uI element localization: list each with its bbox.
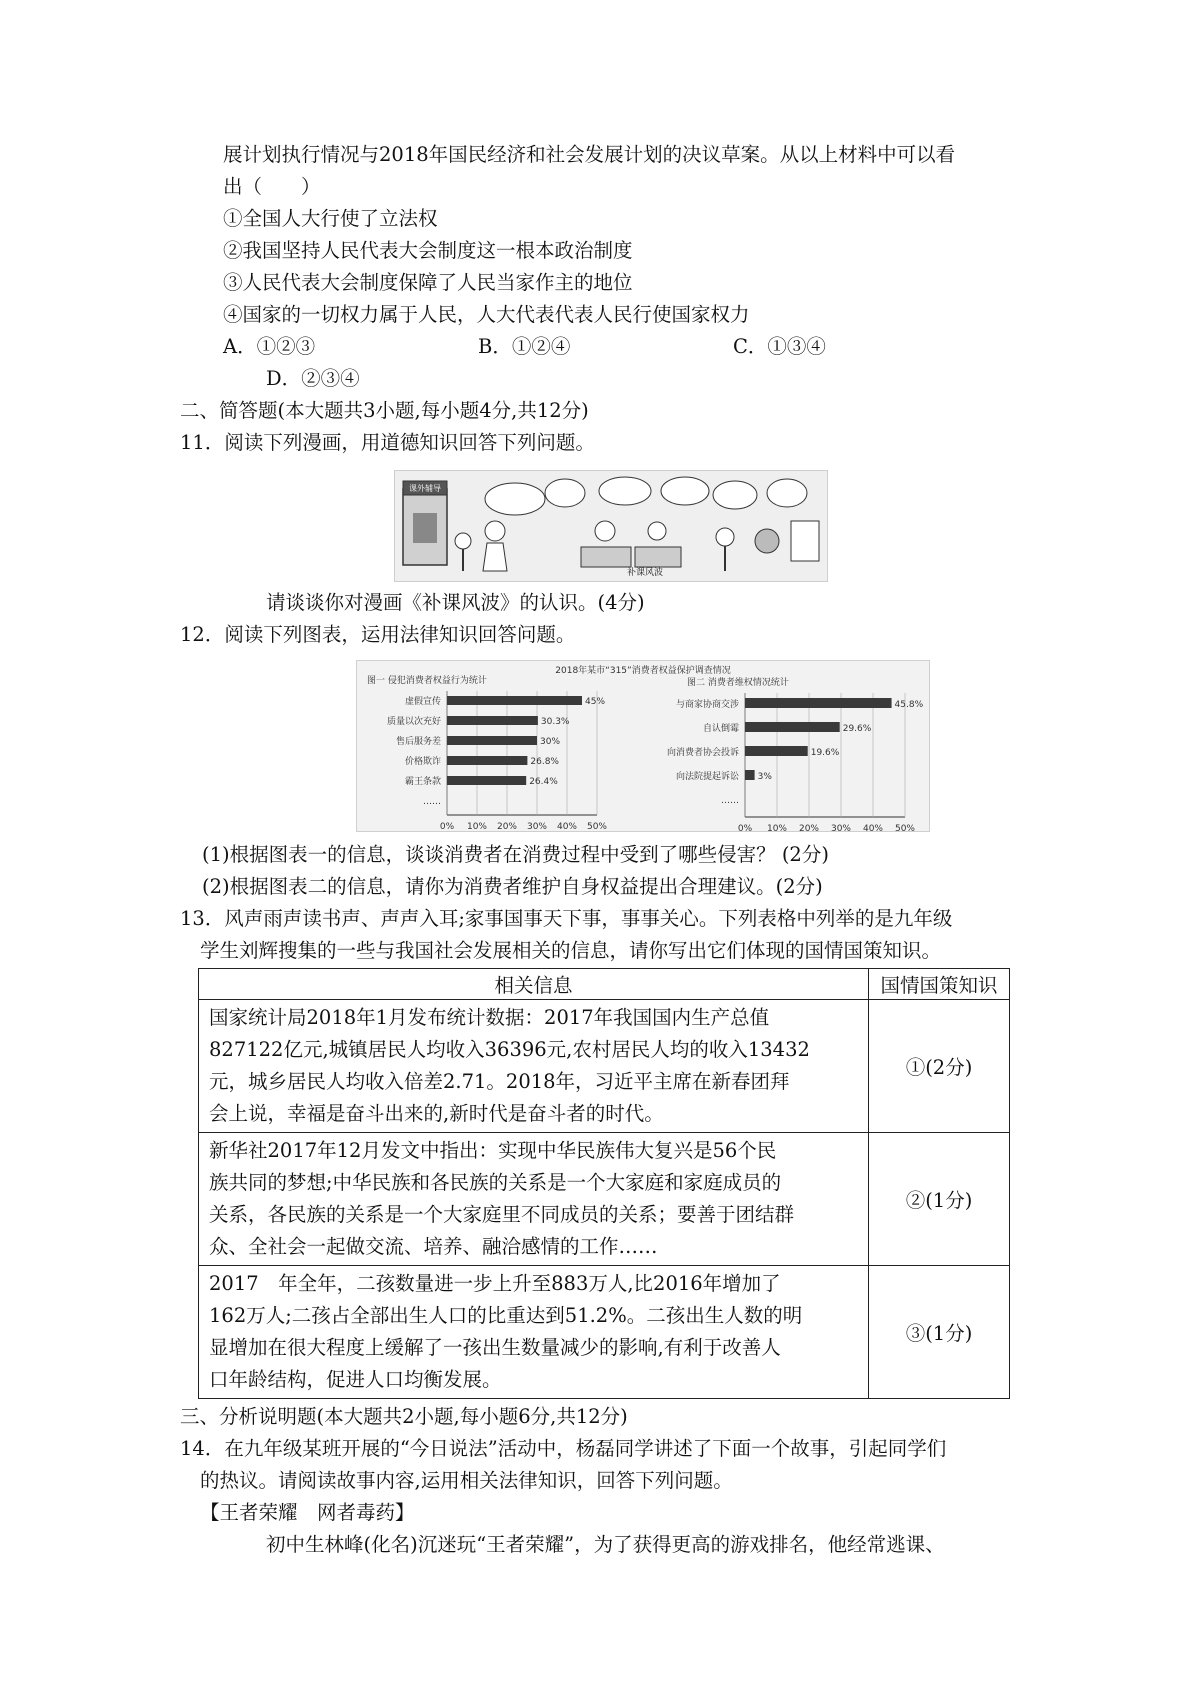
chart-2-tick-label: 50% [894, 824, 916, 831]
chart-1-category-label: 霸王条款 [404, 777, 441, 787]
row3-line1: 2017 年全年，二孩数量进一步上升至883万人,比2016年增加了 [209, 1272, 781, 1295]
q10-option-b: B．①②④ [478, 335, 571, 358]
chart-2-bar [745, 770, 755, 780]
q11-stem: 11．阅读下列漫画，用道德知识回答下列问题。 [180, 431, 595, 454]
row1-line3: 元，城乡居民人均收入倍差2.71。2018年，习近平主席在新春团拜 [209, 1070, 790, 1093]
q10-stem-line1: 展计划执行情况与2018年国民经济和社会发展计划的决议草案。从以上材料中可以看 [223, 143, 956, 166]
q10-item-3: ③人民代表大会制度保障了人民当家作主的地位 [223, 271, 633, 294]
chart-1-bar [447, 736, 537, 745]
chart-2-value-label: 19.6% [810, 748, 840, 758]
chart-suptitle: 2018年某市“315”消费者权益保护调查情况 [555, 666, 731, 676]
chart-1-value-label: 30% [540, 737, 561, 747]
chart-1-category-label: 质量以次充好 [386, 717, 441, 727]
q10-item-1: ①全国人大行使了立法权 [223, 207, 438, 230]
q13-row2-score: ②(1分) [869, 1133, 1010, 1266]
q14-stem-line2: 的热议。请阅读故事内容,运用相关法律知识，回答下列问题。 [200, 1469, 733, 1492]
chart-1-title: 图一 侵犯消费者权益行为统计 [367, 676, 487, 686]
q13-table [198, 968, 1010, 1399]
chart-2-value-label: 45.8% [894, 700, 924, 710]
chart-2-tick-label: 20% [798, 824, 820, 831]
chart-2-value-label: 3% [757, 772, 772, 782]
q13-row1-text [199, 1000, 869, 1133]
chart-2-bar [745, 746, 808, 756]
q14-story-title: 【王者荣耀 网者毒药】 [200, 1501, 415, 1524]
q13-row2-text [199, 1133, 869, 1266]
row1-line1: 国家统计局2018年1月发布统计数据：2017年我国国内生产总值 [209, 1006, 770, 1029]
chart-1-category-label: 价格欺诈 [404, 757, 441, 767]
chart-1-tick-label: 0% [439, 822, 455, 831]
q14-stem-line1: 14．在九年级某班开展的“今日说法”活动中，杨磊同学讲述了下面一个故事，引起同学们 [180, 1437, 947, 1460]
chart-1-category-label: 虚假宣传 [404, 697, 441, 707]
chart-2-bar [745, 722, 840, 732]
table-row [199, 1266, 1010, 1399]
row3-line4: 口年龄结构，促进人口均衡发展。 [209, 1368, 502, 1391]
row2-line1: 新华社2017年12月发文中指出：实现中华民族伟大复兴是56个民 [209, 1139, 777, 1162]
q13-header-info: 相关信息 [199, 969, 869, 1000]
chart-2-category-label: 向法院提起诉讼 [675, 772, 739, 782]
chart-2-tick-label: 10% [766, 824, 788, 831]
chart-1-bar [447, 756, 527, 765]
chart-1-category-label: …… [423, 797, 441, 807]
chart-1-bar [447, 696, 582, 705]
chart-2-category-label: 与商家协商交涉 [675, 700, 739, 710]
chart-1-tick-label: 40% [556, 822, 578, 831]
row3-line2: 162万人;二孩占全部出生人口的比重达到51.2%。二孩出生人数的明 [209, 1304, 803, 1327]
chart-2-tick-label: 40% [862, 824, 884, 831]
chart-2-category-label: 自认倒霉 [702, 724, 739, 734]
chart-1-value-label: 45% [585, 697, 606, 707]
q13-stem-line2: 学生刘辉搜集的一些与我国社会发展相关的信息，请你写出它们体现的国情国策知识。 [200, 939, 942, 962]
q12-sub1: (1)根据图表一的信息，谈谈消费者在消费过程中受到了哪些侵害？ (2分) [202, 843, 829, 866]
section3-title: 三、分析说明题(本大题共2小题,每小题6分,共12分) [180, 1405, 628, 1428]
chart-2-tick-label: 30% [830, 824, 852, 831]
q10-option-a: A．①②③ [223, 335, 316, 358]
section2-title: 二、简答题(本大题共3小题,每小题4分,共12分) [180, 399, 589, 422]
q13-header-knowledge: 国情国策知识 [869, 969, 1010, 1000]
q10-stem-line2: 出（ ） [223, 175, 321, 198]
q12-charts [356, 660, 930, 832]
q11-prompt: 请谈谈你对漫画《补课风波》的认识。(4分) [266, 591, 645, 614]
table-row [199, 1000, 1010, 1133]
chart-2-tick-label: 0% [737, 824, 753, 831]
chart-2-bar [745, 698, 892, 708]
row1-line4: 会上说，幸福是奋斗出来的,新时代是奋斗者的时代。 [209, 1102, 664, 1125]
table-row [199, 1133, 1010, 1266]
q13-row1-score: ①(2分) [869, 1000, 1010, 1133]
row2-line2: 族共同的梦想;中华民族和各民族的关系是一个大家庭和家庭成员的 [209, 1171, 782, 1194]
q12-sub2: (2)根据图表二的信息，请你为消费者维护自身权益提出合理建议。(2分) [202, 875, 823, 898]
q11-cartoon [394, 470, 828, 582]
q13-row3-text [199, 1266, 869, 1399]
chart-1-value-label: 30.3% [540, 717, 570, 727]
q12-stem: 12．阅读下列图表，运用法律知识回答问题。 [180, 623, 576, 646]
chart-1-bar [447, 776, 526, 785]
q10-option-c: C．①③④ [733, 335, 826, 358]
q10-option-d: D．②③④ [266, 367, 360, 390]
q13-row3-score: ③(1分) [869, 1266, 1010, 1399]
row2-line3: 关系，各民族的关系是一个大家庭里不同成员的关系；要善于团结群 [209, 1203, 795, 1226]
q12-chart-svg [357, 661, 929, 831]
cartoon-title: 补课风波 [626, 568, 664, 578]
cartoon-sign-text: 课外辅导 [409, 484, 441, 493]
chart-1-tick-label: 10% [466, 822, 488, 831]
q10-item-4: ④国家的一切权力属于人民，人大代表代表人民行使国家权力 [223, 303, 750, 326]
row1-line2: 827122亿元,城镇居民人均收入36396元,农村居民人均的收入13432 [209, 1038, 810, 1061]
chart-1-tick-label: 20% [496, 822, 518, 831]
row2-line4: 众、全社会一起做交流、培养、融洽感情的工作…… [209, 1235, 658, 1258]
chart-2-category-label: …… [721, 796, 739, 806]
chart-1-bar [447, 716, 538, 725]
chart-2-title: 图二 消费者维权情况统计 [687, 678, 789, 688]
chart-1-tick-label: 50% [586, 822, 608, 831]
cartoon-drawing [395, 471, 827, 581]
q14-story-line1: 初中生林峰(化名)沉迷玩“王者荣耀”，为了获得更高的游戏排名，他经常逃课、 [266, 1533, 945, 1556]
chart-2-value-label: 29.6% [842, 724, 872, 734]
q10-item-2: ②我国坚持人民代表大会制度这一根本政治制度 [223, 239, 633, 262]
chart-1-category-label: 售后服务差 [395, 737, 441, 747]
chart-2-category-label: 向消费者协会投诉 [666, 748, 739, 758]
row3-line3: 显增加在很大程度上缓解了一孩出生数量减少的影响,有利于改善人 [209, 1336, 781, 1359]
chart-1-value-label: 26.4% [529, 777, 558, 787]
q13-stem-line1: 13．风声雨声读书声、声声入耳;家事国事天下事，事事关心。下列表格中列举的是九年级 [180, 907, 953, 930]
chart-1-tick-label: 30% [526, 822, 548, 831]
chart-1-value-label: 26.8% [530, 757, 559, 767]
q13-table-header [199, 969, 1010, 1000]
